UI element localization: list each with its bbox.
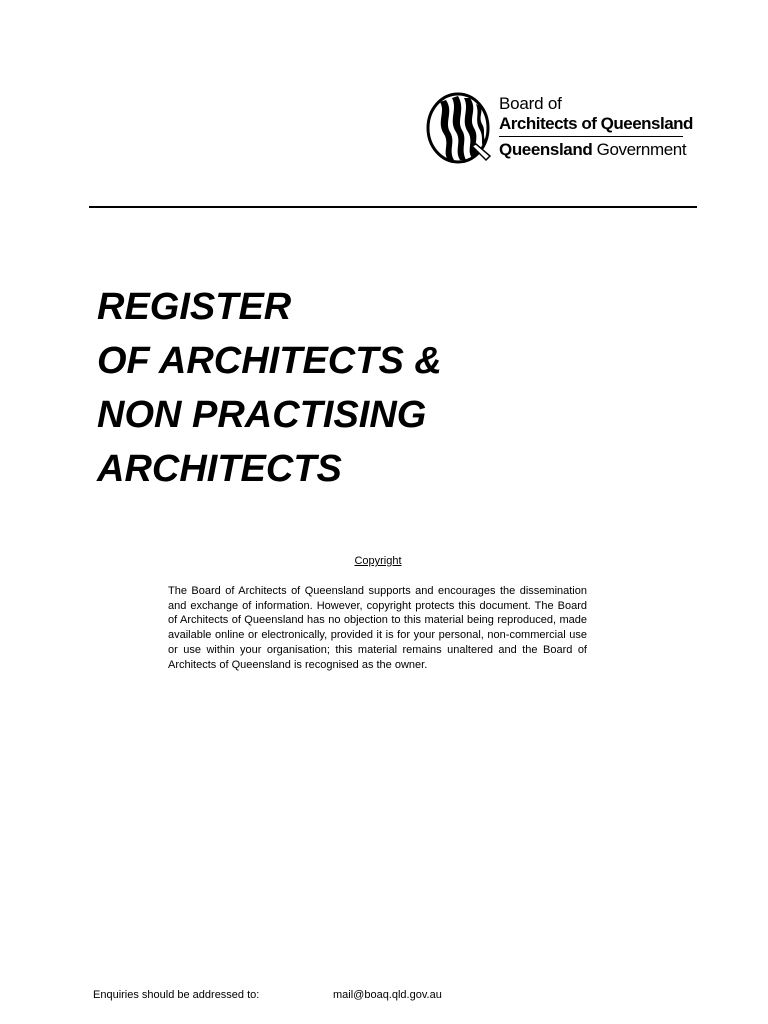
logo-wordmark [499,94,693,160]
copyright-heading: Copyright [354,555,402,567]
title-line-3: NON PRACTISING [97,394,427,436]
title-line-2: OF ARCHITECTS & [97,340,442,382]
enquiries-label: Enquiries should be addressed to: [93,989,260,1001]
enquiries-email: mail@boaq.qld.gov.au [333,989,442,1001]
title-line-1: REGISTER [97,286,292,328]
logo-line-government [499,140,687,160]
copyright-notice: The Board of Architects of Queensland supports and encourages the dissemination and exchange of information. However, copyright protects this document. The Board of Architects of Queensland has no objection to this material being reproduced, made available online or electronically, provided it is for your personal, non-commercial use or use within your organisation; this material remains unaltered and the Board of Architects of Queensland is recognised as the owner. [168,585,587,671]
board-emblem-icon [424,88,498,164]
logo-line-architects: Architects of Queensland [499,114,693,133]
logo-government: Government [596,140,687,159]
document-title [97,280,442,496]
logo-rule [499,136,683,137]
header-divider [89,206,697,208]
board-logo [424,88,693,164]
logo-line-board-of: Board of [499,94,562,113]
logo-queensland: Queensland [499,140,593,159]
title-line-4: ARCHITECTS [97,448,342,490]
